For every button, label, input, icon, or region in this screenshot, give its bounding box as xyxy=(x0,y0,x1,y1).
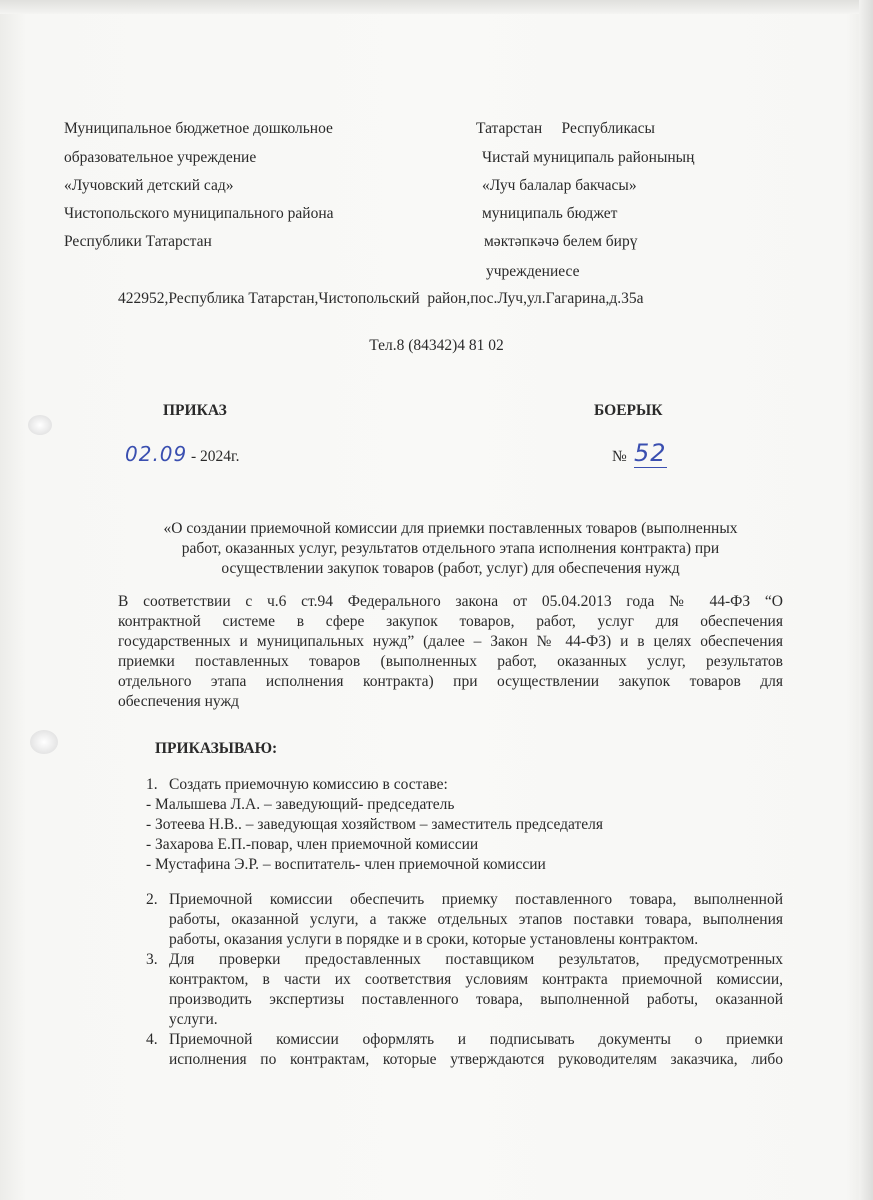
item-line: Для проверки предоставленных поставщиком результатов, предусмотренных xyxy=(169,951,783,968)
order-directive: ПРИКАЗЫВАЮ: xyxy=(155,740,278,757)
org-name-tt-line: Чистай муниципаль районының xyxy=(482,149,695,166)
scan-edge-right xyxy=(859,0,873,1200)
phone: Тел.8 (84342)4 81 02 xyxy=(369,337,504,354)
org-name-ru-line: образовательное учреждение xyxy=(64,149,257,166)
item-line: Создать приемочную комиссию в составе: xyxy=(169,776,448,793)
org-name-ru-line: Республики Татарстан xyxy=(64,233,212,250)
org-name-tt-line: Татарстан Республикасы xyxy=(476,120,655,137)
paper-mark xyxy=(30,730,58,754)
order-title-ru: ПРИКАЗ xyxy=(163,402,227,419)
item-line: контрактом, в части их соответствия условиям контракта приемочной комиссии, xyxy=(169,971,783,988)
item-line: услуги. xyxy=(169,1011,218,1028)
item-number: 2. xyxy=(146,891,158,908)
order-year: - 2024г. xyxy=(191,448,240,465)
preamble-line: приемки поставленных товаров (выполненных работ, оказанных услуг, результатов xyxy=(118,653,783,670)
committee-member: - Мустафина Э.Р. – воспитатель- член приемочной комиссии xyxy=(146,856,546,873)
item-line: исполнения по контрактам, которые утверждаются руководителям заказчика, либо xyxy=(169,1051,783,1068)
handwritten-date: 02.09 xyxy=(125,442,188,466)
order-number-label: № xyxy=(612,448,627,465)
scan-edge-top xyxy=(0,0,873,14)
paper-mark xyxy=(28,415,52,435)
order-title-tt: БОЕРЫК xyxy=(594,402,663,419)
item-line: Приемочной комиссии обеспечить приемку поставленного товара, выполненной xyxy=(169,891,783,908)
committee-member: - Малышева Л.А. – заведующий- председатель xyxy=(146,796,455,813)
handwritten-order-number: 52 xyxy=(634,439,667,467)
org-name-tt-line: учреждениесе xyxy=(486,263,580,280)
committee-member: - Захарова Е.П.-повар, член приемочной комиссии xyxy=(146,836,479,853)
org-name-tt-line: мәктәпкәчә белем бирү xyxy=(484,233,638,250)
committee-member: - Зотеева Н.В.. – заведующая хозяйством – заместитель председателя xyxy=(146,816,604,833)
org-name-tt-line: муниципаль бюджет xyxy=(482,205,618,222)
item-line: работы, оказания услуги в порядке и в сроки, которые установлены контрактом. xyxy=(169,931,699,948)
org-name-ru-line: Чистопольского муниципального района xyxy=(64,205,334,222)
item-line: производить экспертизы поставленного товара, выполненной работы, оказанной xyxy=(169,991,783,1008)
subject-line: осуществлении закупок товаров (работ, услуг) для обеспечения нужд xyxy=(221,560,680,577)
item-number: 3. xyxy=(146,951,158,968)
preamble-line: государственных и муниципальных нужд” (далее – Закон № 44-ФЗ) и в целях обеспечения xyxy=(118,633,783,650)
preamble-line: обеспечения нужд xyxy=(118,693,240,710)
item-line: Приемочной комиссии оформлять и подписывать документы о приемки xyxy=(169,1031,783,1048)
address: 422952,Республика Татарстан,Чистопольский район,пос.Луч,ул.Гагарина,д.35а xyxy=(118,290,644,307)
preamble-line: контрактной системе в сфере закупок товаров, работ, услуг для обеспечения xyxy=(118,613,783,630)
subject-line: «О создании приемочной комиссии для приемки поставленных товаров (выполненных xyxy=(163,520,738,537)
item-number: 1. xyxy=(146,776,158,793)
preamble-line: В соответствии с ч.6 ст.94 Федерального закона от 05.04.2013 года № 44-ФЗ “О xyxy=(118,593,783,610)
item-number: 4. xyxy=(146,1031,158,1048)
subject-line: работ, оказанных услуг, результатов отдельного этапа исполнения контракта) при xyxy=(181,540,720,557)
org-name-ru-line: Муниципальное бюджетное дошкольное xyxy=(64,120,333,137)
item-line: работы, оказанной услуги, а также отдельных этапов поставки товара, выполнения xyxy=(169,911,783,928)
org-name-ru-line: «Лучовский детский сад» xyxy=(64,177,234,194)
org-name-tt-line: «Луч балалар бакчасы» xyxy=(482,177,637,194)
preamble-line: отдельного этапа исполнения контракта) при осуществлении закупок товаров для xyxy=(118,673,783,690)
